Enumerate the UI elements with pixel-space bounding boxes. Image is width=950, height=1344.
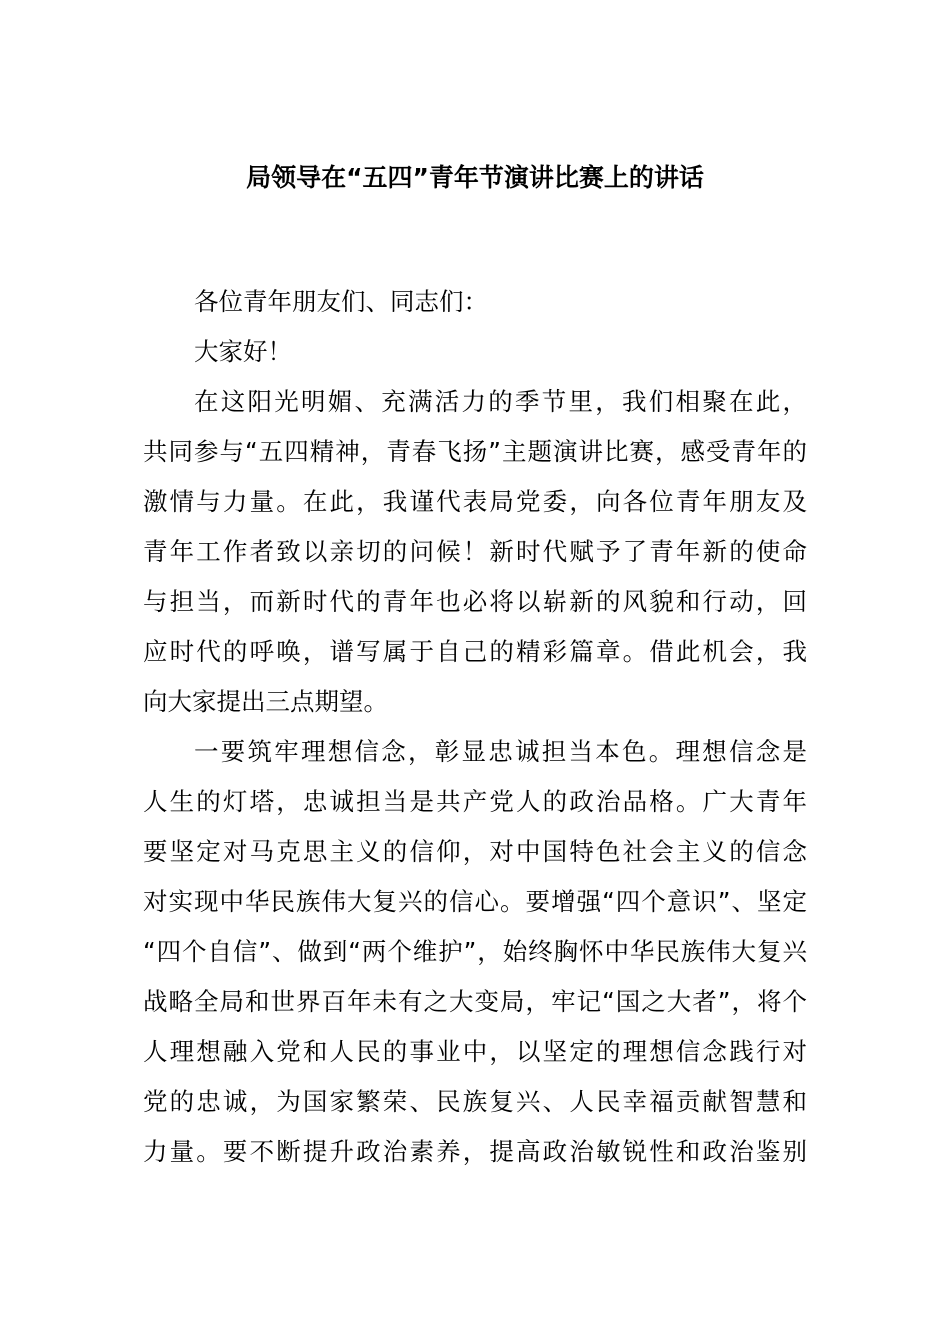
body-line: 大家好！ — [194, 337, 292, 366]
body-line: 人理想融入党和人民的事业中，以坚定的理想信念践行对 — [143, 1037, 807, 1066]
body-line: 应时代的呼唤，谱写属于自己的精彩篇章。借此机会，我 — [143, 637, 807, 666]
document-title: 局领导在“五四”青年节演讲比赛上的讲话 — [246, 163, 704, 192]
body-line: 各位青年朋友们、同志们： — [194, 287, 488, 316]
body-line: 在这阳光明媚、充满活力的季节里，我们相聚在此， — [194, 387, 807, 416]
body-line: 一要筑牢理想信念，彰显忠诚担当本色。理想信念是 — [194, 737, 807, 766]
body-line: 激情与力量。在此，我谨代表局党委，向各位青年朋友及 — [143, 487, 807, 516]
body-line: 青年工作者致以亲切的问候！新时代赋予了青年新的使命 — [143, 537, 807, 566]
body-line: 党的忠诚，为国家繁荣、民族复兴、人民幸福贡献智慧和 — [143, 1087, 807, 1116]
body-line: 力量。要不断提升政治素养，提高政治敏锐性和政治鉴别 — [143, 1137, 807, 1166]
body-line: 战略全局和世界百年未有之大变局，牢记“国之大者”，将个 — [143, 987, 807, 1016]
body-line: 共同参与“五四精神，青春飞扬”主题演讲比赛，感受青年的 — [143, 437, 807, 466]
body-line: 要坚定对马克思主义的信仰，对中国特色社会主义的信念 — [143, 837, 807, 866]
body-line: 人生的灯塔，忠诚担当是共产党人的政治品格。广大青年 — [143, 787, 807, 816]
body-line: 与担当，而新时代的青年也必将以崭新的风貌和行动，回 — [143, 587, 807, 616]
body-line: 对实现中华民族伟大复兴的信心。要增强“四个意识”、坚定 — [143, 887, 807, 916]
body-line: 向大家提出三点期望。 — [143, 687, 388, 716]
document-body — [143, 277, 807, 1177]
body-line: “四个自信”、做到“两个维护”，始终胸怀中华民族伟大复兴 — [143, 937, 807, 966]
